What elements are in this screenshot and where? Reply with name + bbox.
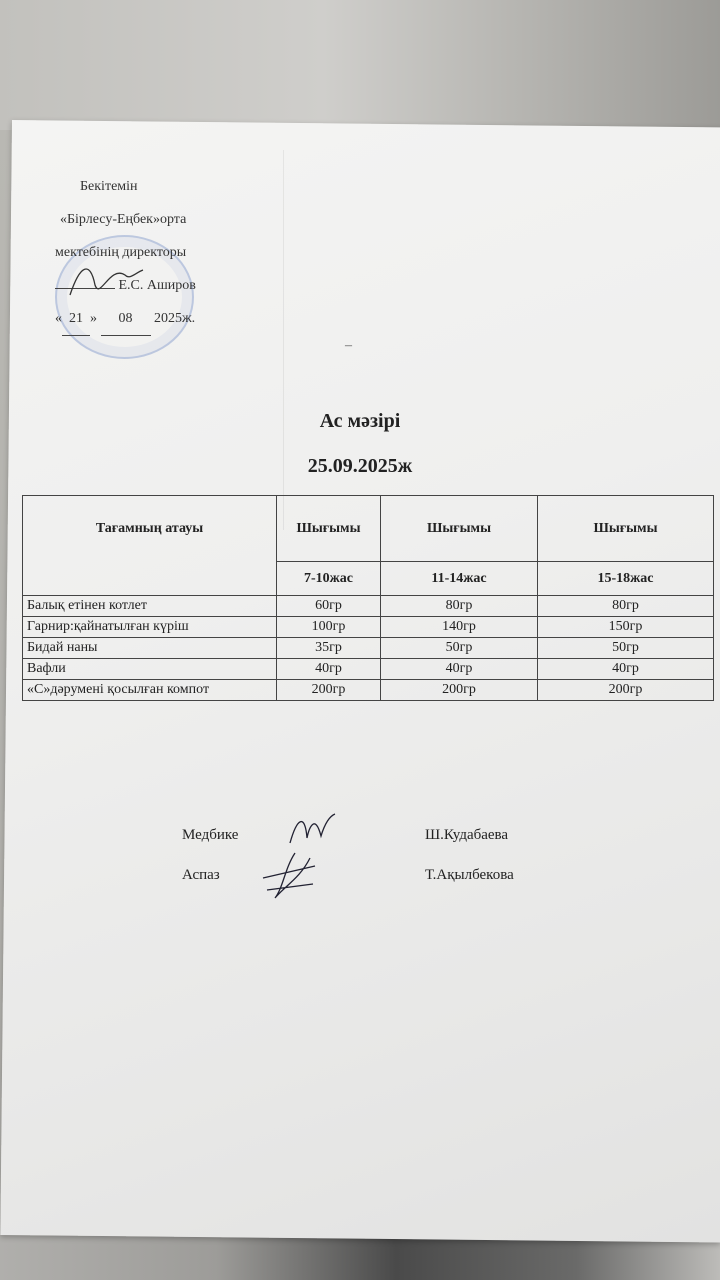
approval-line-2: «Бірлесу-Еңбек»орта [60,212,187,227]
approval-block [55,170,196,336]
age-group-3: 15-18жас [538,562,714,596]
nurse-name: Ш.Кудабаева [425,827,509,843]
director-name: Е.С. Аширов [118,278,196,293]
dish-name: Вафли [23,659,277,680]
table-row [23,596,714,617]
dash-mark: – [345,338,352,353]
date-year: 2025ж. [154,311,196,326]
portion-7-10: 35гр [277,638,381,659]
document-title: Ас мәзірі [319,410,401,432]
age-blank-cell [23,562,277,596]
approval-date: « 21 » 08 2025ж. [55,302,196,336]
table-header-row [23,496,714,562]
portion-7-10: 60гр [277,596,381,617]
table-row [23,617,714,638]
portion-11-14: 140гр [381,617,538,638]
menu-table [22,495,714,701]
date-day: 21 [62,302,90,336]
portion-15-18: 50гр [538,638,714,659]
age-group-row [23,562,714,596]
director-signature-icon [65,255,145,305]
portion-11-14: 200гр [381,680,538,701]
cook-name: Т.Ақылбекова [425,867,514,883]
header-portion-1: Шығымы [277,496,381,562]
dish-name: Гарнир:қайнатылған күріш [23,617,277,638]
portion-7-10: 200гр [277,680,381,701]
approval-line-3: мектебінің директоры [55,245,187,260]
nurse-role: Медбике [182,827,239,843]
age-group-2: 11-14жас [381,562,538,596]
portion-15-18: 40гр [538,659,714,680]
dish-name: «С»дәрумені қосылған компот [23,680,277,701]
cook-role: Аспаз [182,867,220,883]
portion-15-18: 200гр [538,680,714,701]
portion-11-14: 40гр [381,659,538,680]
portion-15-18: 80гр [538,596,714,617]
portion-11-14: 80гр [381,596,538,617]
date-month: 08 [101,302,151,336]
document-date: 25.09.2025ж [307,455,413,477]
table-row [23,659,714,680]
portion-7-10: 40гр [277,659,381,680]
nurse-signature-icon [285,808,340,848]
background-wall [0,0,720,130]
header-portion-2: Шығымы [381,496,538,562]
dish-name: Бидай наны [23,638,277,659]
dish-name: Балық етінен котлет [23,596,277,617]
cook-signature-icon [255,848,325,903]
portion-11-14: 50гр [381,638,538,659]
portion-7-10: 100гр [277,617,381,638]
portion-15-18: 150гр [538,617,714,638]
table-row [23,638,714,659]
table-row [23,680,714,701]
header-dish-name: Тағамның атауы [23,496,277,562]
age-group-1: 7-10жас [277,562,381,596]
header-portion-3: Шығымы [538,496,714,562]
approval-line-1: Бекітемін [80,179,138,194]
